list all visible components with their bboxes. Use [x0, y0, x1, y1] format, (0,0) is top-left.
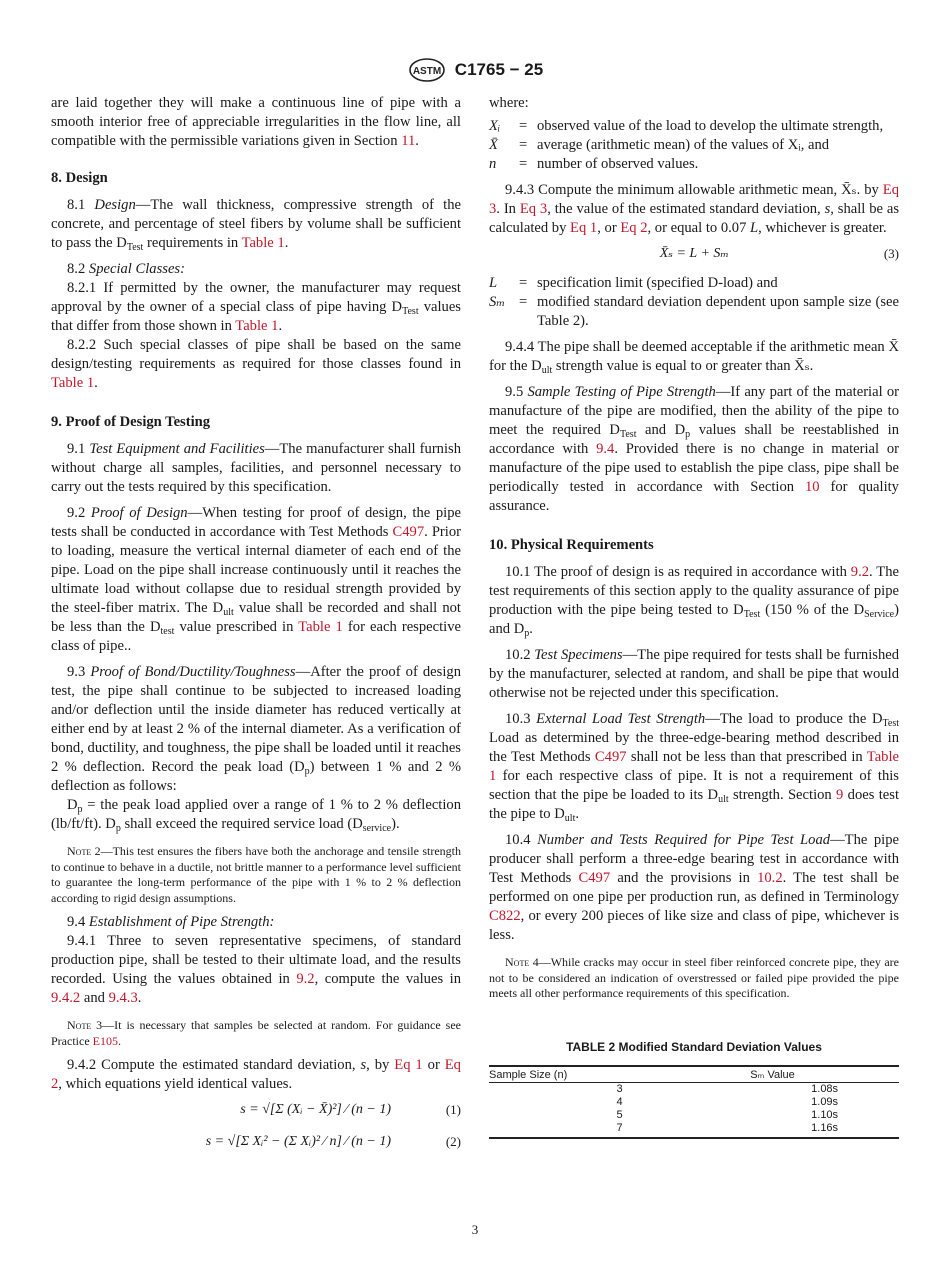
eq-3-link[interactable]: Eq 3	[519, 201, 548, 217]
page-number: 3	[471, 1222, 479, 1237]
para-9-5: 9.5 Sample Testing of Pipe Strength—If any part of the material or manufacture of the pipe are modified, then the ability of the pipe to meet the required $D_{Test}$ and $D_p$ values shall be reestablished in accordance with 9.4. Provided there is no change in material or manufacture of the pipe used to establish the pipe class, pipe shall be periodically tested in accordance with Section 10 for quality assurance.	[489, 384, 899, 514]
table-row	[489, 1082, 899, 1096]
para-10-3: 10.3 External Load Test Strength—The load to produce the $D_{Test}$ Load as determined by the three-edge-bearing method described in the Test Methods C497 shall not be less than that prescribed in Table 1 for each respective class of pipe. It is not a requirement of this section that the pipe be loaded to its $D_{ult}$ strength. Section 9 does test the pipe to $D_{ult}$.	[489, 711, 900, 824]
section-8-title: 8. Design	[51, 170, 108, 186]
table-header-sample-size: Sample Size (n)	[489, 1066, 750, 1083]
para-9-4-2: 9.4.2 Compute the estimated standard deviation, s, by Eq 1 or Eq 2, which equations yield identical values.	[51, 1057, 461, 1092]
para-9-2: 9.2 Proof of Design—When testing for proof of design, the pipe tests shall be conducted in accordance with Test Methods C497. Prior to loading, measure the vertical internal diameter of each end of the pipe. Load on the pipe shall increase continuously until it reaches the ultimate load without collapse due to residual strength provided by the steel-fiber matrix. The $D_{ult}$ value shall be recorded and shall not be less than the $D_{test}$ value prescribed in Table 1 for each respective class of pipe..	[51, 505, 462, 654]
ref-10-2-link[interactable]: 10.2	[757, 870, 783, 886]
section-11-link[interactable]: 11	[401, 133, 416, 149]
section-9-link[interactable]: 9	[836, 787, 844, 803]
eq-1-link[interactable]: Eq 1	[570, 220, 598, 236]
c497-link[interactable]: C497	[594, 749, 627, 765]
table-row	[489, 1122, 899, 1138]
equation-1-number: (1)	[445, 1102, 461, 1117]
table-2-title: TABLE 2 Modified Standard Deviation Values	[566, 1039, 822, 1054]
note-4: Note 4—While cracks may occur in steel fiber reinforced concrete pipe, they are not to be considered an indication of overstressed or failed pipe provided the pipe meets all other performance requirements of this specification.	[489, 955, 899, 1000]
table-1-link[interactable]: Table 1	[51, 375, 95, 391]
definition-list-1	[489, 117, 899, 174]
para-8-2-1: 8.2.1 If permitted by the owner, the manufacturer may request approval by the owner of a special class of pipe having $D_{Test}$ values that differ from those shown in Table 1.	[51, 280, 461, 334]
equation-3-expression: X̄ₛ = L + Sₘ	[659, 246, 729, 261]
equation-3	[489, 244, 899, 270]
para-8-2-2: 8.2.2 Such special classes of pipe shall be based on the same design/testing requirements as required for those classes found in Table 1.	[51, 337, 461, 391]
para-9-4: 9.4 Establishment of Pipe Strength:	[67, 914, 275, 930]
intro-paragraph: are laid together they will make a continuous line of pipe with a smooth interior free of appreciable irregularities in the flow line, all compatible with the permissible variations given in Section 11.	[51, 95, 461, 149]
definition-xbar: X̄ = average (arithmetic mean) of the values of Xᵢ, and	[489, 137, 830, 153]
ref-9-4-3-link[interactable]: 9.4.3	[108, 990, 138, 1006]
section-10-title: 10. Physical Requirements	[489, 537, 654, 553]
note-3: Note 3—It is necessary that samples be selected at random. For guidance see Practice E105.	[51, 1018, 461, 1048]
e105-link[interactable]: E105	[92, 1033, 118, 1048]
equation-2-expression: s = √[Σ Xᵢ² − (Σ Xᵢ)² ⁄ n] ⁄ (n − 1)	[205, 1134, 391, 1149]
para-9-4-3: 9.4.3 Compute the minimum allowable arithmetic mean, X̄ₛ. by Eq 3. In Eq 3, the value of the estimated standard deviation, s, shall be as calculated by Eq 1, or Eq 2, or equal to 0.07 L, whichever is greater.	[489, 182, 899, 236]
section-10-link[interactable]: 10	[804, 479, 820, 495]
table-2	[489, 1065, 899, 1139]
cell-sm-value: 1.09s	[811, 1095, 839, 1108]
para-10-1: 10.1 The proof of design is as required in accordance with 9.2. The test requirements of this section apply to the quality assurance of pipe production with the pipe being tested to $D_{Test}$ (150 % of the $D_{Service}$) and $D_p$.	[489, 564, 899, 639]
para-8-2: 8.2 Special Classes:	[67, 261, 185, 277]
eq-2-link[interactable]: Eq 2	[51, 1057, 461, 1092]
c497-link[interactable]: C497	[578, 870, 611, 886]
para-10-2: 10.2 Test Specimens—The pipe required for tests shall be furnished by the manufacturer, selected at random, and shall be pipe that would otherwise not be rejected under this specification.	[489, 647, 900, 701]
ref-9-4-link[interactable]: 9.4	[596, 441, 615, 457]
table-1-link[interactable]: Table 1	[298, 619, 343, 635]
page-header	[0, 58, 950, 82]
cell-sample-size: 7	[489, 1122, 750, 1138]
eq-3-link[interactable]: Eq 3	[489, 182, 899, 217]
equation-1-expression: s = √[Σ (Xᵢ − X̄)²] ⁄ (n − 1)	[240, 1102, 391, 1117]
ref-9-4-2-link[interactable]: 9.4.2	[51, 990, 81, 1006]
para-8-1: 8.1 Design—The wall thickness, compressive strength of the concrete, and percentage of steel fibers by volume shall be sufficient to pass the $D_{Test}$ requirements in Table 1.	[51, 197, 462, 253]
para-9-4-1: 9.4.1 Three to seven representative specimens, of standard production pipe, shall be tested to their ultimate load, and the results recorded. Using the values obtained in 9.2, compute the values in 9.4.2 and 9.4.3.	[51, 933, 461, 1006]
table-1-link[interactable]: Table 1	[235, 318, 279, 334]
ref-9-2-link[interactable]: 9.2	[850, 564, 870, 580]
c497-link[interactable]: C497	[392, 524, 425, 540]
where-label: where:	[489, 95, 529, 111]
definition-n: n = number of observed values.	[489, 156, 699, 172]
definition-sm: Sₘ = modified standard deviation dependent upon sample size (see Table 2).	[489, 294, 899, 329]
para-9-1: 9.1 Test Equipment and Facilities—The manufacturer shall furnish without charge all samples, facilities, and personnel necessary to carry out the tests required by this specification.	[51, 441, 462, 495]
cell-sm-value: 1.08s	[811, 1082, 839, 1095]
para-9-3: 9.3 Proof of Bond/Ductility/Toughness—After the proof of design test, the pipe shall continue to be subjected to increased loading and/or deflection until the inside diameter has reduced vertically at either end by at least 2 % of the internal diameter. As a verification of bond, ductility, and toughness, the pipe shall be loaded until it reaches 2 % deflection. Record the peak load $(D_p)$ between 1 % and 2 % deflection as follows:	[51, 664, 461, 794]
left-column	[51, 94, 461, 1158]
para-10-4: 10.4 Number and Tests Required for Pipe Test Load—The pipe producer shall perform a three-edge bearing test in accordance with Test Methods C497 and the provisions in 10.2. The test shall be performed on one pipe per production run, as defined in Terminology C822, or every 200 pieces of like size and class of pipe, whichever is less.	[489, 832, 900, 943]
table-row	[489, 1096, 899, 1109]
para-9-3-dp-definition: $D_p$ = the peak load applied over a range of 1 % to 2 % deflection (lb/ft/ft). $D_p$ shall exceed the required service load $(D_{service})$.	[51, 797, 461, 834]
astm-logo-icon	[407, 58, 447, 82]
equation-2-number: (2)	[445, 1134, 461, 1149]
equation-2	[51, 1132, 461, 1158]
table-row	[489, 1109, 899, 1122]
table-header-sm-value: Sₘ Value	[750, 1066, 899, 1083]
cell-sm-value: 1.10s	[811, 1108, 839, 1121]
table-header-row	[489, 1066, 899, 1083]
equation-3-number: (3)	[883, 246, 899, 261]
cell-sample-size: 5	[616, 1108, 623, 1121]
standard-code: C1765 − 25	[454, 60, 544, 79]
note-2: Note 2—This test ensures the fibers have both the anchorage and tensile strength to continue to behave in a ductile, not brittle manner to a performance level sufficient to guarantee the long-term performance of the pipe with 1 % to 2 % deflection according to rigid design assumptions.	[51, 844, 461, 905]
eq-1-link[interactable]: Eq 1	[394, 1057, 423, 1073]
cell-sample-size: 3	[616, 1082, 623, 1095]
definition-list-2	[489, 274, 899, 331]
right-column	[489, 94, 899, 1139]
definition-l: L = specification limit (specified D-load) and	[489, 275, 778, 291]
c822-link[interactable]: C822	[489, 908, 521, 924]
definition-xi: Xᵢ = observed value of the load to develop the ultimate strength,	[489, 118, 884, 134]
table-1-link[interactable]: Table 1	[241, 235, 285, 251]
logo-text: ASTM	[412, 66, 441, 77]
cell-sm-value: 1.16s	[750, 1122, 899, 1138]
cell-sample-size: 4	[616, 1095, 623, 1108]
eq-2-link[interactable]: Eq 2	[620, 220, 648, 236]
equation-1	[51, 1100, 461, 1126]
table-1-link[interactable]: Table 1	[489, 749, 899, 784]
section-9-title: 9. Proof of Design Testing	[51, 414, 211, 430]
para-9-4-4: 9.4.4 The pipe shall be deemed acceptable if the arithmetic mean X̄ for the $D_{ult}$ strength value is equal to or greater than X̄ₛ.	[489, 339, 899, 376]
ref-9-2-link[interactable]: 9.2	[296, 971, 315, 987]
